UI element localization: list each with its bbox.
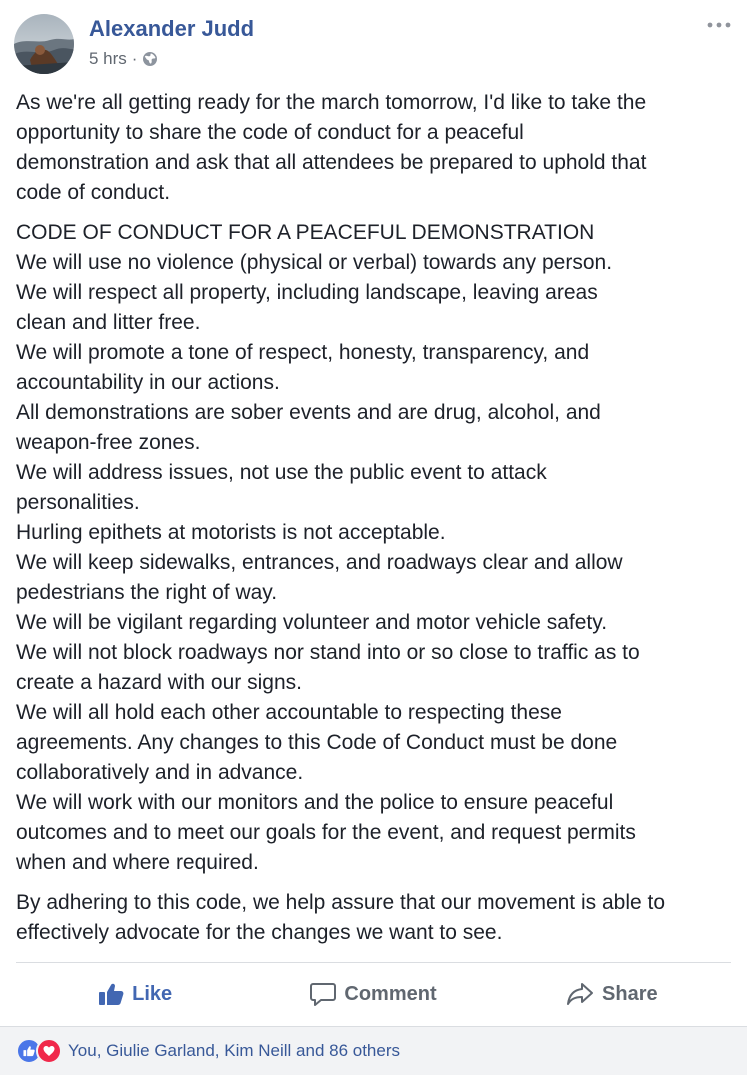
post-actions xyxy=(16,964,731,1024)
author-name[interactable]: Alexander Judd xyxy=(89,16,255,41)
reactions-summary[interactable] xyxy=(0,1026,747,1075)
code-heading: CODE OF CONDUCT FOR A PEACEFUL DEMONSTRATION xyxy=(16,221,595,244)
code-line: create a hazard with our signs. xyxy=(16,671,302,694)
closing-line: effectively advocate for the changes we want to see. xyxy=(16,921,503,944)
post-header xyxy=(14,14,733,74)
comment-button[interactable] xyxy=(254,964,492,1024)
code-line: We will all hold each other accountable to respecting these xyxy=(16,701,562,724)
code-line: We will work with our monitors and the police to ensure peaceful xyxy=(16,791,614,814)
comment-icon xyxy=(310,982,336,1006)
avatar[interactable] xyxy=(14,14,74,74)
code-line: personalities. xyxy=(16,491,140,514)
avatar-photo xyxy=(14,14,74,74)
share-icon xyxy=(566,982,594,1006)
share-label: Share xyxy=(602,982,658,1005)
thumbs-up-icon xyxy=(98,982,124,1006)
globe-icon xyxy=(142,51,158,67)
code-line: weapon-free zones. xyxy=(16,431,201,454)
intro-line: demonstration and ask that all attendees be prepared to uphold that xyxy=(16,151,647,174)
like-button[interactable] xyxy=(16,964,254,1024)
code-of-conduct xyxy=(16,218,736,878)
reaction-icons xyxy=(16,1038,62,1064)
more-options-icon[interactable] xyxy=(705,14,733,36)
code-line: We will keep sidewalks, entrances, and roadways clear and allow xyxy=(16,551,623,574)
share-button[interactable] xyxy=(493,964,731,1024)
code-line: when and where required. xyxy=(16,851,259,874)
actions-divider xyxy=(16,962,731,963)
code-line: We will not block roadways nor stand into or so close to traffic as to xyxy=(16,641,640,664)
intro-line: As we're all getting ready for the march tomorrow, I'd like to take the xyxy=(16,91,647,114)
post-intro xyxy=(16,88,736,208)
comment-label: Comment xyxy=(344,982,437,1005)
intro-line: opportunity to share the code of conduct for a peaceful xyxy=(16,121,524,144)
code-line: We will be vigilant regarding volunteer and motor vehicle safety. xyxy=(16,611,608,634)
code-line: accountability in our actions. xyxy=(16,371,280,394)
code-line: agreements. Any changes to this Code of Conduct must be done xyxy=(16,731,618,754)
code-line: We will use no violence (physical or verbal) towards any person. xyxy=(16,251,613,274)
code-line: collaboratively and in advance. xyxy=(16,761,304,784)
post-body xyxy=(16,88,736,958)
timestamp[interactable]: 5 hrs xyxy=(89,49,127,68)
post-meta xyxy=(89,48,158,70)
code-line: Hurling epithets at motorists is not acceptable. xyxy=(16,521,446,544)
code-line: pedestrians the right of way. xyxy=(16,581,278,604)
reaction-names[interactable]: You, Giulie Garland, Kim Neill and 86 others xyxy=(68,1041,400,1060)
code-line: All demonstrations are sober events and are drug, alcohol, and xyxy=(16,401,601,424)
love-reaction-icon xyxy=(36,1038,62,1064)
code-line: We will address issues, not use the public event to attack xyxy=(16,461,547,484)
intro-line: code of conduct. xyxy=(16,181,171,204)
closing-line: By adhering to this code, we help assure that our movement is able to xyxy=(16,891,666,914)
code-line: We will respect all property, including landscape, leaving areas xyxy=(16,281,598,304)
code-line: clean and litter free. xyxy=(16,311,201,334)
like-label: Like xyxy=(132,982,173,1005)
code-line: outcomes and to meet our goals for the event, and request permits xyxy=(16,821,636,844)
meta-separator: · xyxy=(131,49,138,68)
code-line: We will promote a tone of respect, honesty, transparency, and xyxy=(16,341,590,364)
post-closing xyxy=(16,888,736,948)
